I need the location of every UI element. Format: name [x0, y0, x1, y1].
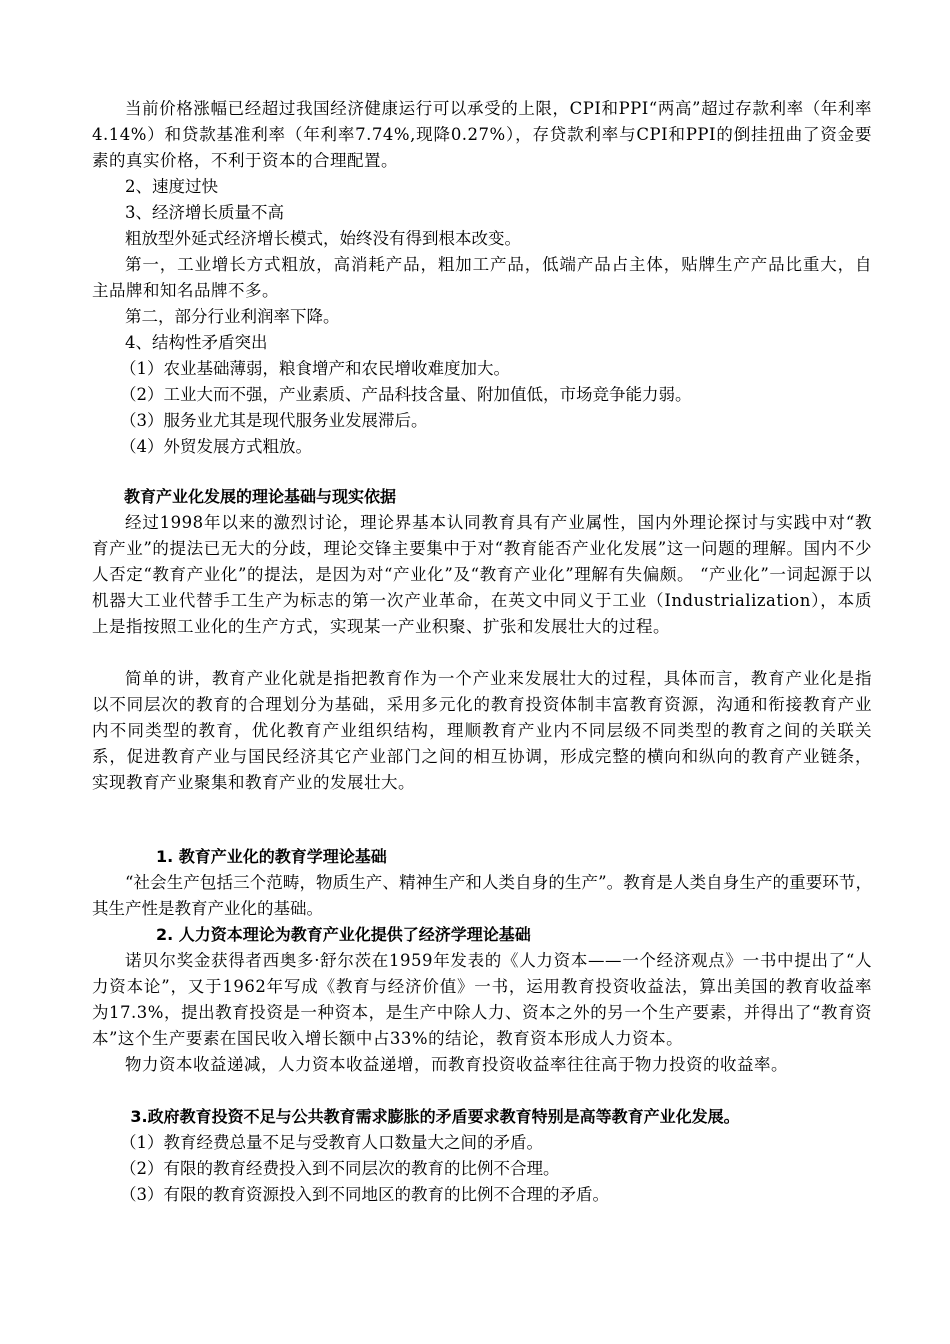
spacer [92, 460, 872, 484]
document-page [92, 96, 872, 1208]
paragraph-simple: 简单的讲，教育产业化就是指把教育作为一个产业来发展壮大的过程，具体而言，教育产业化是指以不同层次的教育的合理划分为基础，采用多元化的教育投资体制丰富教育资源，沟通和衔接教育产业内不同类型的教育，优化教育产业组织结构，理顺教育产业内不同层级不同类型的教育之间的关联关系，促进教育产业与国民经济其它产业部门之间的相互协调，形成完整的横向和纵向的教育产业链条，实现教育产业聚集和教育产业的发展壮大。 [92, 669, 872, 792]
paragraph-heading-2: 诺贝尔奖金获得者西奥多·舒尔茨在1959年发表的《人力资本——一个经济观点》一书中提出了“人力资本论”，又于1962年写成《教育与经济价值》一书，运用教育投资收益法，算出美国的教育收益率为17.3%，提出教育投资是一种资本，是生产中除人力、资本之外的另一个生产要素，并得出了“教育资本”这个生产要素在国民收入增长额中占33%的结论，教育资本形成人力资本。 [92, 951, 872, 1048]
paragraph-theory: 经过1998年以来的激烈讨论，理论界基本认同教育具有产业属性，国内外理论探讨与实践中对“教育产业”的提法已无大的分歧，理论交锋主要集中于对“教育能否产业化发展”这一问题的理解。国内不少人否定“教育产业化”的提法，是因为对“产业化”及“教育产业化”理解有失偏颇。 “产业化”一词起源于以机器大工业代替手工生产为标志的第一次产业革命，在英文中同义于工业（Industrialization），本质上是指按照工业化的生产方式，实现某一产业积聚、扩张和发展壮大的过程。 [92, 513, 872, 636]
sub-item-1: （1）农业基础薄弱，粮食增产和农民增收难度加大。 [120, 359, 511, 378]
heading-3-item-3: （3）有限的教育资源投入到不同地区的教育的比例不合理的矛盾。 [120, 1185, 610, 1204]
spacer [92, 796, 872, 844]
paragraph-second: 第二，部分行业利润率下降。 [125, 307, 340, 326]
spacer [92, 1078, 872, 1104]
heading-3: 3.政府教育投资不足与公共教育需求膨胀的矛盾要求教育特别是高等教育产业化发展。 [130, 1107, 740, 1126]
list-item-structural: 4、结构性矛盾突出 [125, 333, 268, 352]
heading-3-item-1: （1）教育经费总量不足与受教育人口数量大之间的矛盾。 [120, 1133, 544, 1152]
sub-item-2: （2）工业大而不强，产业素质、产品科技含量、附加值低，市场竞争能力弱。 [120, 385, 692, 404]
paragraph-first: 第一，工业增长方式粗放，高消耗产品，粗加工产品，低端产品占主体，贴牌生产产品比重大，自主品牌和知名品牌不多。 [92, 255, 872, 300]
heading-1: 1. 教育产业化的教育学理论基础 [156, 847, 387, 866]
sub-item-4: （4）外贸发展方式粗放。 [120, 437, 313, 456]
heading-2: 2. 人力资本理论为教育产业化提供了经济学理论基础 [156, 925, 531, 944]
paragraph-heading-2b: 物力资本收益递减，人力资本收益递增，而教育投资收益率往往高于物力投资的收益率。 [125, 1055, 788, 1074]
paragraph-extensive: 粗放型外延式经济增长模式，始终没有得到根本改变。 [125, 229, 521, 248]
sub-item-3: （3）服务业尤其是现代服务业发展滞后。 [120, 411, 428, 430]
section-heading-theory: 教育产业化发展的理论基础与现实依据 [124, 487, 397, 506]
paragraph-heading-1: “社会生产包括三个范畴，物质生产、精神生产和人类自身的生产”。教育是人类自身生产的重要环节，其生产性是教育产业化的基础。 [92, 873, 872, 918]
list-item-quality: 3、经济增长质量不高 [125, 203, 284, 222]
heading-3-item-2: （2）有限的教育经费投入到不同层次的教育的比例不合理。 [120, 1159, 560, 1178]
list-item-speed: 2、速度过快 [125, 177, 218, 196]
spacer [92, 640, 872, 666]
paragraph-price: 当前价格涨幅已经超过我国经济健康运行可以承受的上限，CPI和PPI“两高”超过存款利率（年利率4.14%）和贷款基准利率（年利率7.74%,现降0.27%），存贷款利率与CPI和PPI的倒挂扭曲了资金要素的真实价格，不利于资本的合理配置。 [92, 99, 872, 170]
